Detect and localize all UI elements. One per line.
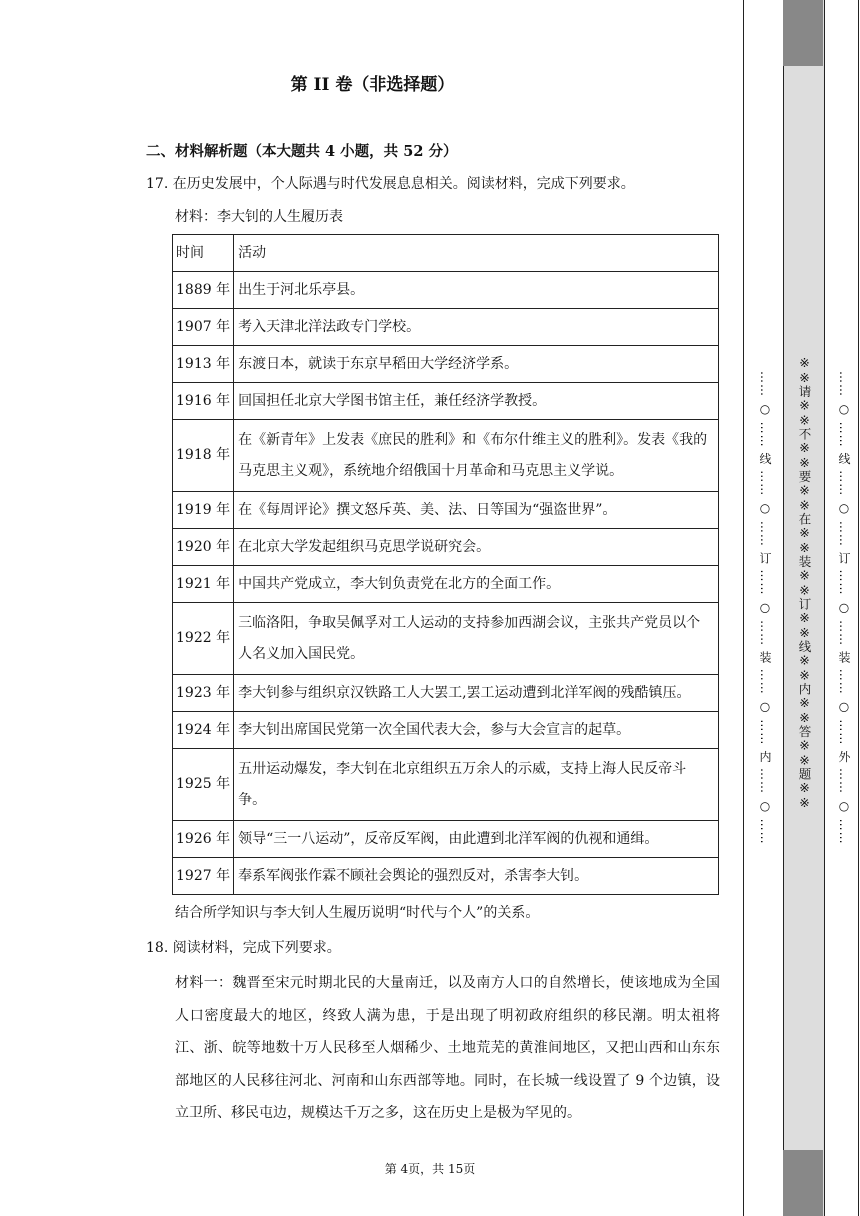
table-row: [173, 420, 719, 492]
question-17-ask: 结合所学知识与李大钊人生履历说明“时代与个人”的关系。: [175, 905, 540, 921]
header-activity: 活动: [234, 235, 719, 272]
question-17-material-label: 材料：李大钊的人生履历表: [175, 209, 343, 225]
table-row: [173, 566, 719, 603]
table-row: [173, 529, 719, 566]
row-year: 1926 年: [173, 821, 234, 858]
page-title: 第 II 卷（非选择题）: [290, 75, 455, 95]
table-row: [173, 346, 719, 383]
binding-strip-bottom-block: [783, 1150, 823, 1216]
table-row: [173, 383, 719, 420]
row-activity: 李大钊出席国民党第一次全国代表大会，参与大会宣言的起草。: [234, 712, 719, 749]
binding-line-left: [743, 0, 744, 1216]
row-activity: 在北京大学发起组织马克思学说研究会。: [234, 529, 719, 566]
question-18-stem: 18. 阅读材料，完成下列要求。: [146, 940, 341, 956]
row-year: 1919 年: [173, 492, 234, 529]
table-row: [173, 309, 719, 346]
section-heading: 二、材料解析题（本大题共 4 小题，共 52 分）: [146, 143, 458, 160]
row-activity: 在《新青年》上发表《庶民的胜利》和《布尔什维主义的胜利》。发表《我的马克思主义观》，系统地介绍俄国十月革命和马克思主义学说。: [234, 420, 719, 492]
row-year: 1889 年: [173, 272, 234, 309]
table-header-row: [173, 235, 719, 272]
table-row: [173, 492, 719, 529]
binding-inner-dotted-column: …… ○ …… 线 …… ○ …… 订 …… ○ …… 装 …… ○ …… 内 …… ○ ……: [758, 371, 772, 845]
row-activity: 回国担任北京大学图书馆主任，兼任经济学教授。: [234, 383, 719, 420]
table-row: [173, 821, 719, 858]
row-activity: 三临洛阳，争取吴佩孚对工人运动的支持参加西湖会议，主张共产党员以个人名义加入国民党。: [234, 603, 719, 675]
row-year: 1925 年: [173, 749, 234, 821]
row-activity: 出生于河北乐亭县。: [234, 272, 719, 309]
binding-outer-dotted-column: …… ○ …… 线 …… ○ …… 订 …… ○ …… 装 …… ○ …… 外 …… ○ ……: [837, 371, 851, 845]
row-year: 1920 年: [173, 529, 234, 566]
row-year: 1923 年: [173, 675, 234, 712]
binding-notice: ※※请※※不※※要※※在※※装※※订※※线※※内※※答※※题※※: [797, 355, 812, 810]
row-year: 1921 年: [173, 566, 234, 603]
row-year: 1916 年: [173, 383, 234, 420]
page-footer: 第 4页，共 15页: [384, 1162, 476, 1176]
row-activity: 李大钊参与组织京汉铁路工人大罢工,罢工运动遭到北洋军阀的残酷镇压。: [234, 675, 719, 712]
binding-strip-top-block: [783, 0, 823, 66]
table-row: [173, 749, 719, 821]
row-year: 1922 年: [173, 603, 234, 675]
row-year: 1927 年: [173, 858, 234, 895]
table-row: [173, 603, 719, 675]
row-year: 1918 年: [173, 420, 234, 492]
row-activity: 五卅运动爆发，李大钊在北京组织五万余人的示威，支持上海人民反帝斗争。: [234, 749, 719, 821]
row-activity: 考入天津北洋法政专门学校。: [234, 309, 719, 346]
row-year: 1924 年: [173, 712, 234, 749]
question-18-material-1: 材料一：魏晋至宋元时期北民的大量南迁，以及南方人口的自然增长，使该地成为全国人口密度最大的地区，终致人满为患，于是出现了明初政府组织的移民潮。明太祖将江、浙、皖等地数十万人民移至人烟稀少、土地荒芜的黄淮间地区，又把山西和山东东部地区的人民移往河北、河南和山东西部等地。同时，在长城一线设置了 9 个边镇，设立卫所、移民屯边，规模达千万之多，这在历史上是极为罕见的。: [175, 975, 720, 1121]
row-activity: 东渡日本，就读于东京早稻田大学经济学系。: [234, 346, 719, 383]
row-activity: 中国共产党成立，李大钊负责党在北方的全面工作。: [234, 566, 719, 603]
table-row: [173, 675, 719, 712]
header-time: 时间: [173, 235, 234, 272]
row-activity: 领导“三一八运动”，反帝反军阀，由此遭到北洋军阀的仇视和通缉。: [234, 821, 719, 858]
binding-line-right: [858, 0, 859, 1216]
question-17-stem: 17. 在历史发展中，个人际遇与时代发展息息相关。阅读材料，完成下列要求。: [146, 176, 635, 192]
table-row: [173, 858, 719, 895]
row-year: 1907 年: [173, 309, 234, 346]
table-row: [173, 712, 719, 749]
table-row: [173, 272, 719, 309]
row-year: 1913 年: [173, 346, 234, 383]
row-activity: 奉系军阀张作霖不顾社会舆论的强烈反对，杀害李大钊。: [234, 858, 719, 895]
row-activity: 在《每周评论》撰文怒斥英、美、法、日等国为“强盗世界”。: [234, 492, 719, 529]
resume-table: [172, 234, 719, 895]
